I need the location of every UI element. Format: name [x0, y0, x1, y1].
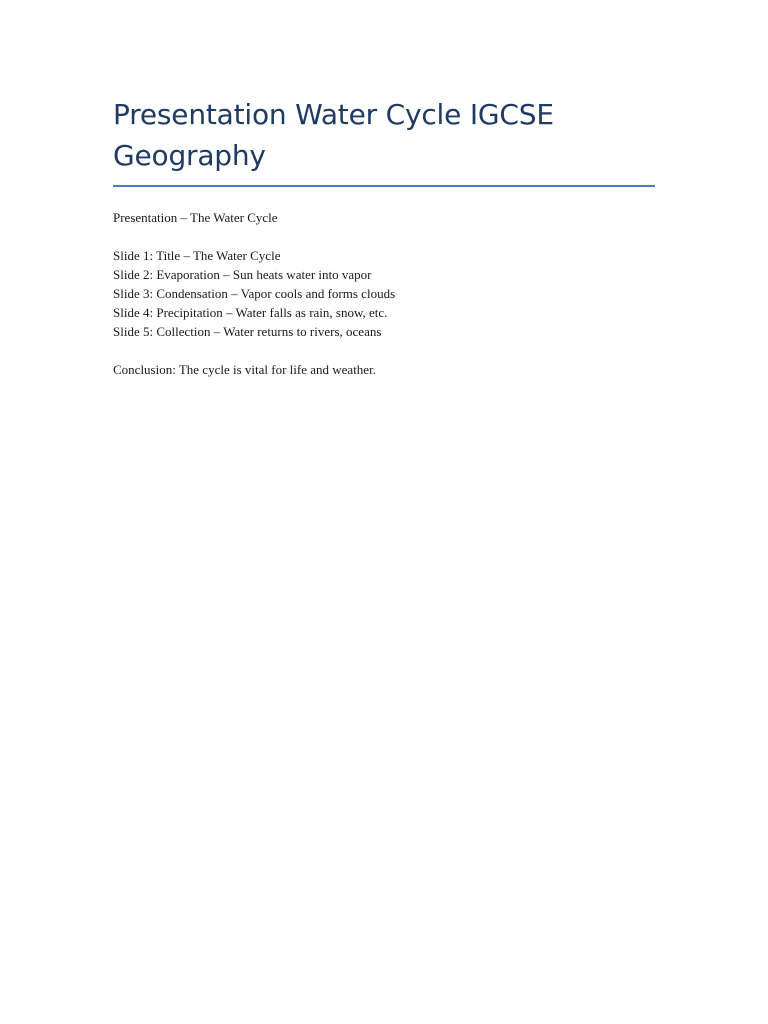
- document-body: [113, 208, 655, 379]
- intro-line: Presentation – The Water Cycle: [113, 210, 278, 225]
- conclusion-paragraph: [113, 360, 655, 379]
- slide-line-5: Slide 5: Collection – Water returns to rivers, oceans: [113, 324, 382, 339]
- slide-line-1: Slide 1: Title – The Water Cycle: [113, 248, 281, 263]
- document-page: [113, 94, 655, 398]
- slide-line-4: Slide 4: Precipitation – Water falls as rain, snow, etc.: [113, 305, 388, 320]
- intro-paragraph: [113, 208, 655, 227]
- conclusion-line: Conclusion: The cycle is vital for life and weather.: [113, 362, 376, 377]
- title-divider: [113, 185, 655, 187]
- document-title: Presentation Water Cycle IGCSE Geography: [113, 98, 554, 172]
- slides-list: [113, 246, 655, 341]
- slide-line-2: Slide 2: Evaporation – Sun heats water into vapor: [113, 267, 372, 282]
- slide-line-3: Slide 3: Condensation – Vapor cools and forms clouds: [113, 286, 396, 301]
